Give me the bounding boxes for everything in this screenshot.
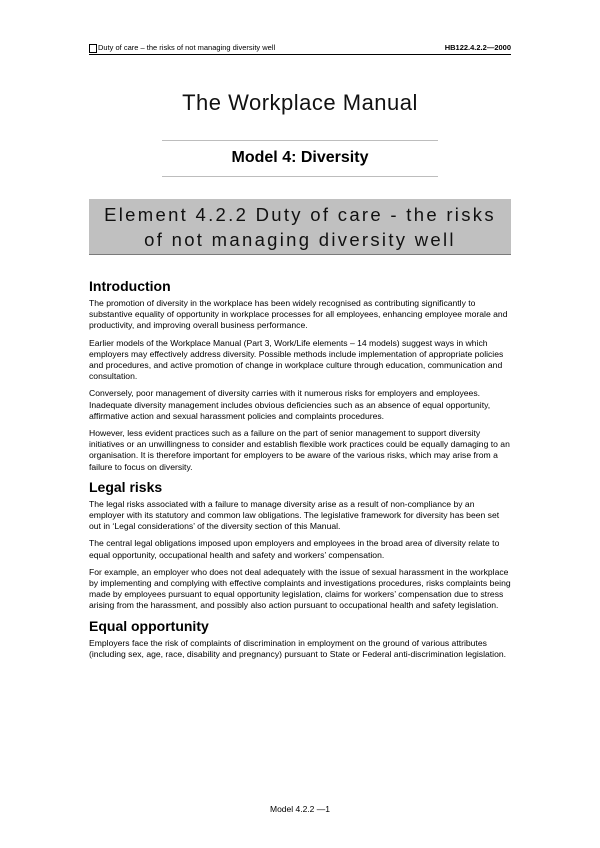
paragraph: However, less evident practices such as a failure on the part of senior management to support diversity initiatives or an unwillingness to consider and establish flexible work practices could be equally damaging to an organisation. It is therefore important for employers to be aware of the various risks, which may arise from a failure to focus on diversity. bbox=[89, 428, 510, 472]
element-title: Element 4.2.2 Duty of care - the risks of not managing diversity well bbox=[104, 204, 496, 250]
title-divider-bottom bbox=[162, 176, 438, 177]
section-introduction bbox=[89, 278, 511, 473]
section-heading: Legal risks bbox=[89, 478, 163, 495]
section-equal-opportunity bbox=[89, 618, 511, 660]
section-heading: Equal opportunity bbox=[89, 617, 209, 634]
element-title-band bbox=[89, 199, 511, 255]
paragraph: Earlier models of the Workplace Manual (Part 3, Work/Life elements – 14 models) suggest ways in which employers may effectively address diversity. Possible methods include implementation of appropriate policies and procedures, and active promotion of change in workplace culture through education, communication and consultation. bbox=[89, 337, 504, 382]
section-heading: Introduction bbox=[89, 278, 171, 294]
main-content bbox=[89, 278, 511, 666]
paragraph: The legal risks associated with a failure to manage diversity arise as a result of non-compliance by an employer with its statutory and common law obligations. The legislative framework for diversity has been set out in ‘Legal considerations’ of the diversity section of this Manual. bbox=[89, 498, 500, 532]
page-footer: Model 4.2.2 —1 bbox=[269, 804, 330, 814]
checkbox-glyph-icon bbox=[89, 44, 97, 53]
section-legal-risks bbox=[89, 479, 511, 612]
paragraph: Conversely, poor management of diversity carries with it numerous risks for employers and employees. Inadequate diversity management includes obvious deficiencies such as an absence of equal opportunity, affirmative action and sexual harassment policies and complaints procedures. bbox=[89, 388, 491, 421]
title-divider-top bbox=[162, 140, 438, 141]
paragraph: The promotion of diversity in the workplace has been widely recognised as contributing significantly to substantive equality of opportunity in workplace processes for all employees, enhancing employee morale and productivity, and improving overall business performance. bbox=[89, 298, 508, 331]
header-left bbox=[89, 43, 275, 53]
page-header bbox=[89, 42, 511, 55]
header-left-text: Duty of care – the risks of not managing diversity well bbox=[98, 43, 276, 52]
model-title: Model 4: Diversity bbox=[231, 149, 369, 166]
manual-title: The Workplace Manual bbox=[182, 90, 418, 115]
paragraph: The central legal obligations imposed upon employers and employees in the broad area of diversity relate to equal opportunity, occupational health and safety and workers’ compensation. bbox=[89, 538, 500, 560]
paragraph: Employers face the risk of complaints of discrimination in employment on the ground of various attributes (including sex, age, race, disability and pregnancy) pursuant to State or Federal anti-discrimination legislation. bbox=[89, 637, 507, 659]
header-document-code: HB122.4.2.2—2000 bbox=[444, 43, 511, 52]
paragraph: For example, an employer who does not deal adequately with the issue of sexual harassment in the workplace by implementing and complying with effective complaints and investigations procedures, risks complaints being made by employees pursuant to equal opportunity legislation, claims for workers’ compensation due to stress arising from the harassment, and possibly also action pursuant to occupational health and safety legislation. bbox=[89, 566, 511, 611]
